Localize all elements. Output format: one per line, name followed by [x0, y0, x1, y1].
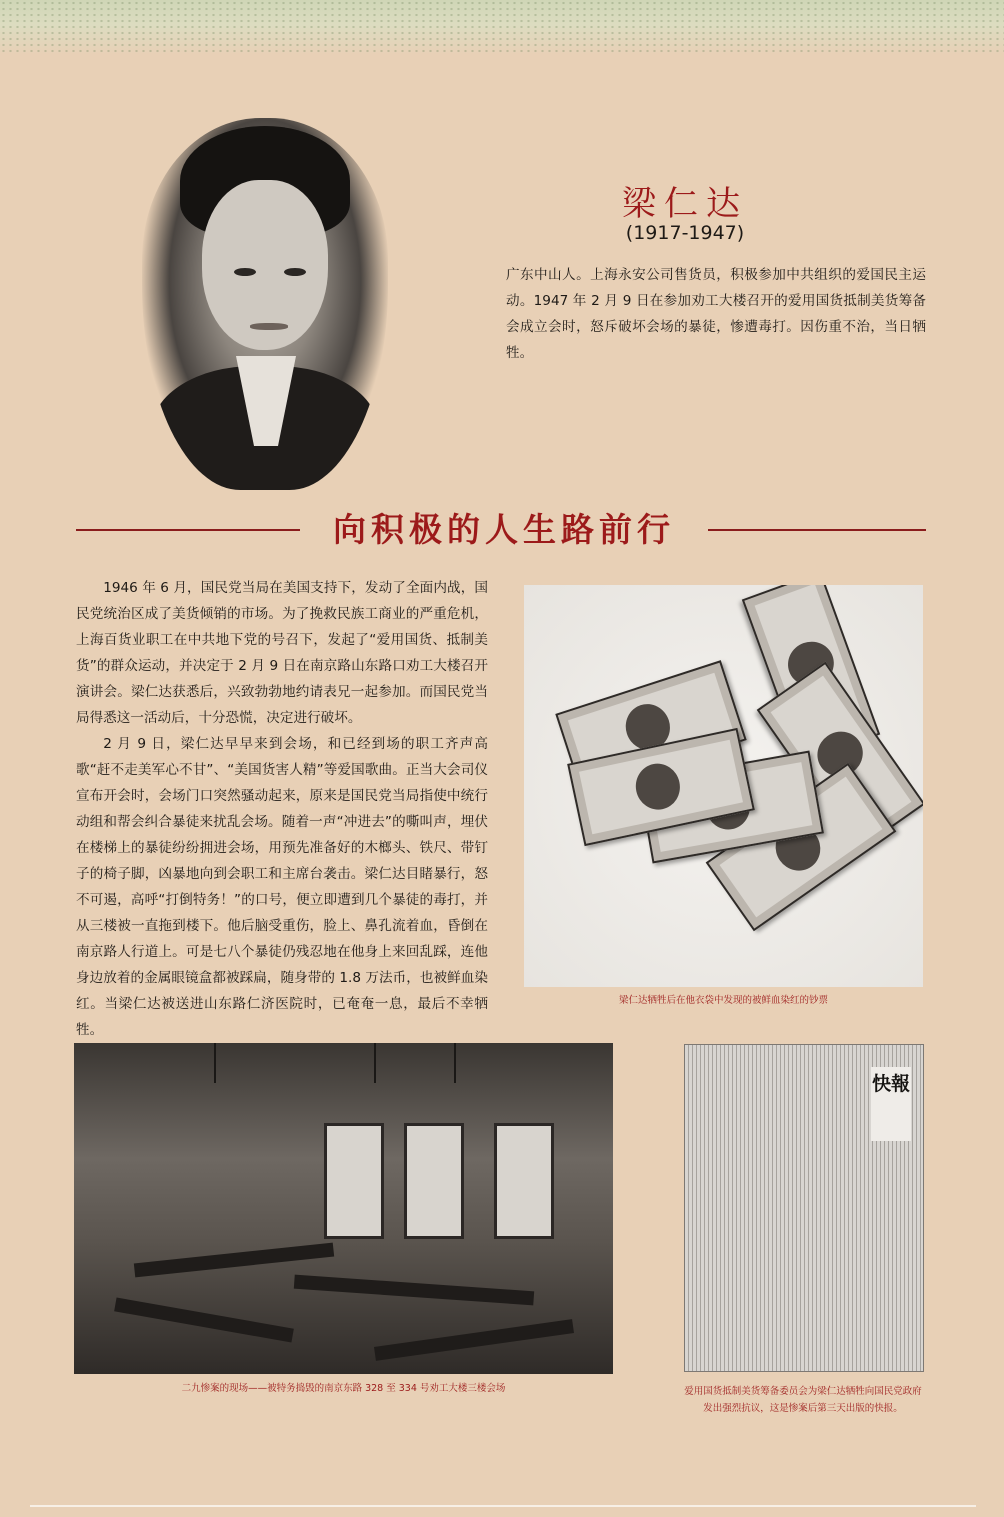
top-decorative-texture — [0, 0, 1004, 55]
story-paragraph-1: 1946 年 6 月，国民党当局在美国支持下，发动了全面内战，国民党统治区成了美货倾销的市场。为了挽救民族工商业的严重危机，上海百货业职工在中共地下党的号召下，发起了“爱用国货、抵制美货”的群众运动，并决定于 2 月 9 日在南京路山东路口劝工大楼召开演讲会。梁仁达获悉后，兴致勃勃地约请表兄一起参加。而国民党当局得悉这一活动后，十分恐慌，决定进行破坏。 — [76, 580, 488, 726]
meeting-hall-photo — [74, 1043, 613, 1374]
banknotes-photo — [524, 585, 923, 987]
story-text — [76, 575, 488, 1043]
newspaper-caption: 爱用国货抵制美货筹备委员会为梁仁达牺牲向国民党政府发出强烈抗议，这是惨案后第三天出版的快报。 — [684, 1386, 922, 1414]
meeting-hall-caption: 二九惨案的现场——被特务捣毁的南京东路 328 至 334 号劝工大楼三楼会场 — [181, 1383, 506, 1394]
banknotes-caption: 梁仁达牺牲后在他衣袋中发现的被鲜血染红的钞票 — [618, 995, 828, 1006]
person-name: 梁仁达 — [622, 184, 748, 224]
heading-divider-left — [76, 529, 300, 531]
person-years: (1917-1947) — [625, 222, 745, 244]
portrait-photo — [142, 118, 388, 490]
bottom-divider — [30, 1505, 976, 1507]
newspaper-masthead: 快報 — [871, 1067, 911, 1141]
newspaper-photo — [684, 1044, 924, 1372]
story-paragraph-2: 2 月 9 日，梁仁达早早来到会场，和已经到场的职工齐声高歌“赶不走美军心不甘”、“美国货害人精”等爱国歌曲。正当大会司仪宣布开会时，会场门口突然骚动起来，原来是国民党当局指使中统行动组和帮会纠合暴徒来扰乱会场。随着一声“冲进去”的嘶叫声，埋伏在楼梯上的暴徒纷纷拥进会场，用预先准备好的木榔头、铁尺、带钉子的椅子脚，凶暴地向到会职工和主席台袭击。梁仁达目睹暴行，怒不可遏，高呼“打倒特务！”的口号，便立即遭到几个暴徒的毒打，并从三楼被一直拖到楼下。他后脑受重伤，脸上、鼻孔流着血，昏倒在南京路人行道上。可是七八个暴徒仍残忍地在他身上来回乱踩，连他身边放着的金属眼镜盒都被踩扁，随身带的 1.8 万法币，也被鲜血染红。当梁仁达被送进山东路仁济医院时，已奄奄一息，最后不幸牺牲。 — [76, 736, 488, 1038]
person-bio: 广东中山人。上海永安公司售货员，积极参加中共组织的爱国民主运动。1947 年 2 月 9 日在参加劝工大楼召开的爱用国货抵制美货筹备会成立会时，怒斥破坏会场的暴徒，惨遭毒打。因伤重不治，当日牺牲。 — [506, 267, 926, 361]
section-title: 向积极的人生路前行 — [333, 510, 675, 549]
heading-divider-right — [708, 529, 926, 531]
